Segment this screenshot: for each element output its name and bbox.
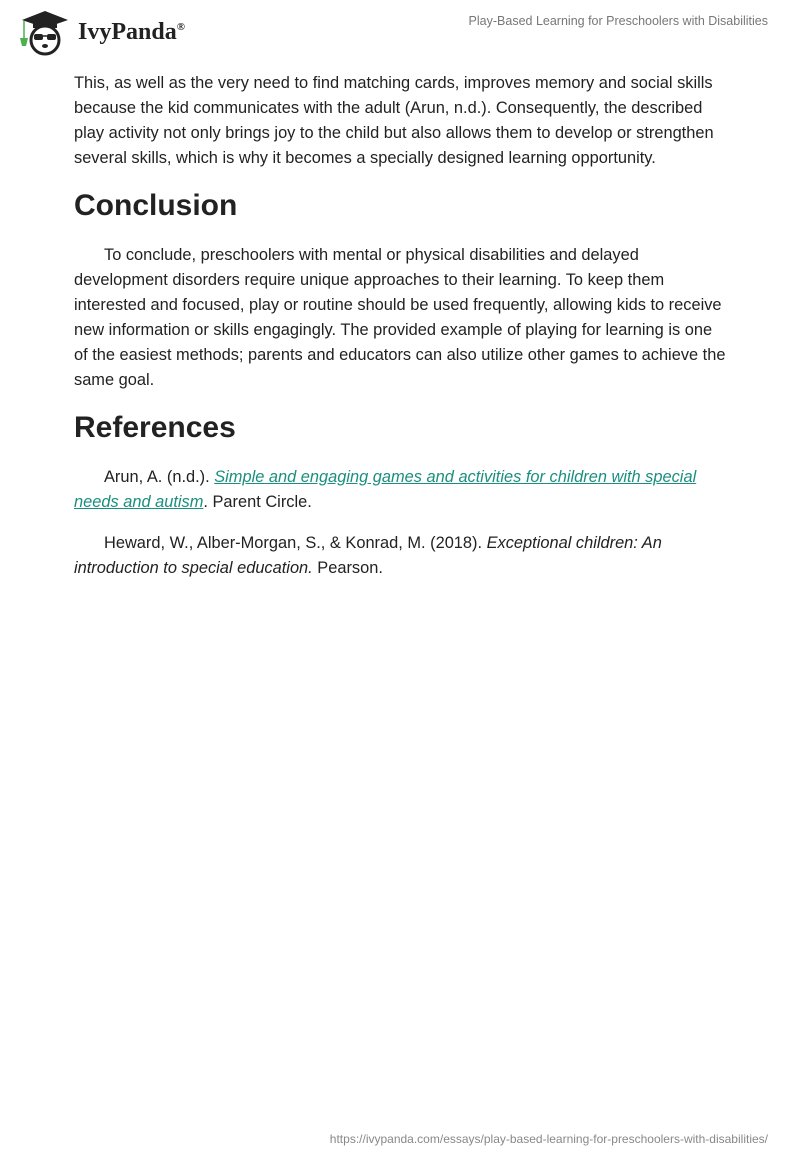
registered-mark: ®: [176, 20, 185, 33]
source-url[interactable]: https://ivypanda.com/essays/play-based-learning-for-preschoolers-with-disabilities/: [329, 1132, 768, 1146]
reference-publisher: . Parent Circle.: [203, 493, 312, 511]
ivypanda-logo[interactable]: [18, 8, 185, 56]
conclusion-heading: Conclusion: [74, 189, 238, 222]
reference-item: [74, 465, 730, 515]
references-heading: References: [74, 411, 236, 444]
reference-authors: Arun, A. (n.d.).: [104, 468, 215, 486]
reference-title: Exceptional children: An introduction to special education.: [74, 534, 662, 577]
document-title: Play-Based Learning for Preschoolers with Disabilities: [468, 14, 768, 28]
reference-link[interactable]: Simple and engaging games and activities for children with special needs and autism: [74, 468, 697, 511]
reference-authors: Heward, W., Alber-Morgan, S., & Konrad, M. (2018).: [104, 534, 487, 552]
panda-graduate-icon: [18, 8, 72, 56]
reference-publisher: Pearson.: [312, 559, 383, 577]
reference-item: [74, 531, 730, 581]
logo-text: IvyPanda: [78, 18, 177, 45]
intro-paragraph: This, as well as the very need to find matching cards, improves memory and social skills because the kid communicates with the adult (Arun, n.d.). Consequently, the described play activity not only brings joy to the child but also allows them to develop or strengthen several skills, which is why it becomes a specially designed learning opportunity.: [74, 74, 714, 167]
essay-content: [74, 71, 730, 597]
conclusion-paragraph: To conclude, preschoolers with mental or physical disabilities and delayed development disorders require unique approaches to their learning. To keep them interested and focused, play or routine should be used frequently, allowing kids to receive new information or skills engagingly. The provided example of playing for learning is one of the easiest methods; parents and educators can also utilize other games to achieve the same goal.: [74, 246, 726, 389]
